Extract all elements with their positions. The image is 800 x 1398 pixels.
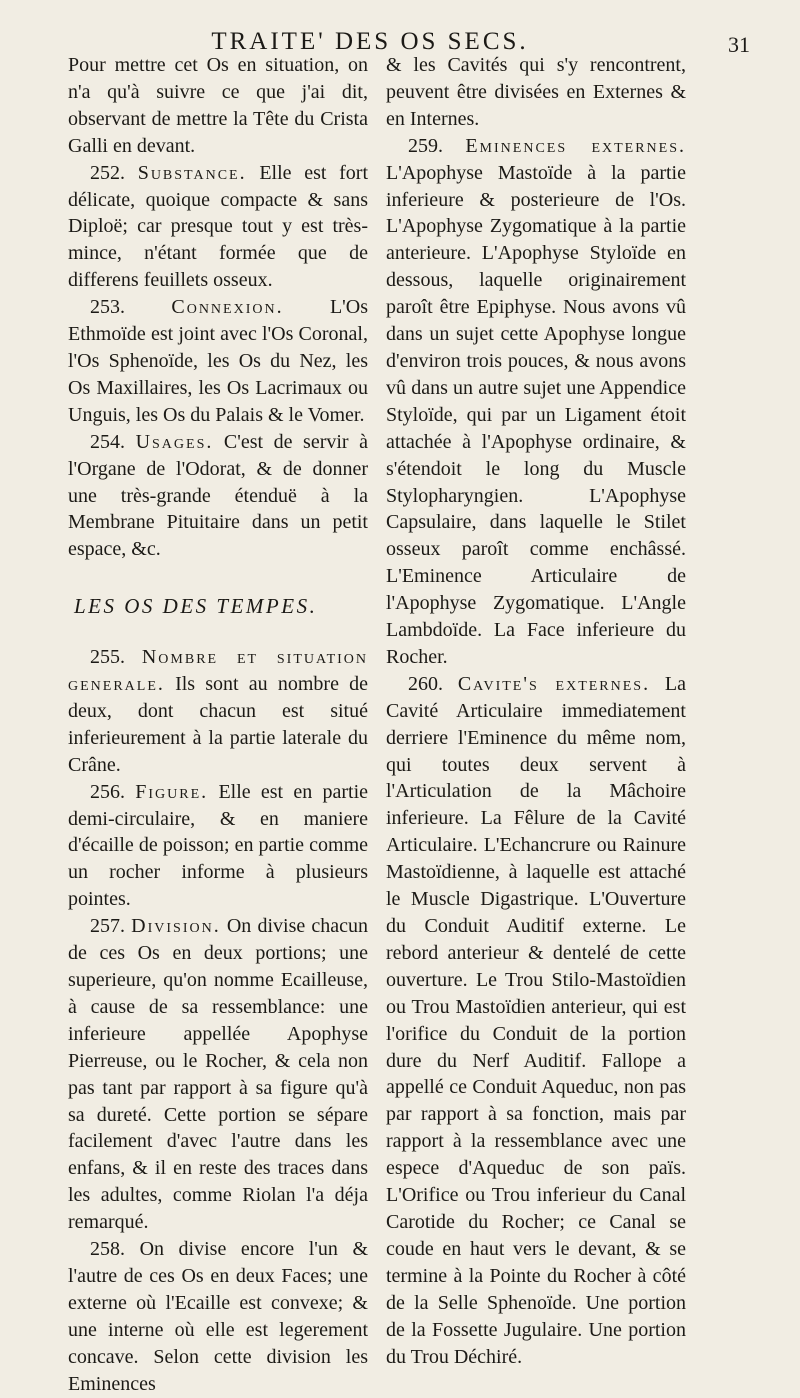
para-text: Ils sont au nombre de deux, dont chacun est situé inferieurement à la partie laterale du Crâne.: [68, 673, 369, 776]
paragraph-259: [386, 133, 686, 671]
paragraph-258: [68, 1236, 368, 1397]
paragraph-260: [386, 671, 686, 1371]
para-number: 254.: [90, 430, 125, 453]
para-text: Elle est en partie demi-circulaire, & en maniere d'écaille de poisson; en partie comme un rocher informe à plusieurs pointes.: [68, 780, 369, 911]
para-heading: Eminences externes.: [465, 134, 687, 157]
left-column: [68, 52, 368, 1398]
para-number: 257.: [90, 915, 125, 938]
paragraph-255: [68, 644, 368, 779]
paragraph-254: [68, 429, 368, 564]
para-heading: Division.: [131, 915, 221, 938]
section-title: LES OS DES TEMPES.: [74, 594, 318, 619]
right-column: [386, 52, 686, 1370]
para-heading: Substance.: [137, 161, 247, 184]
page-number: 31: [728, 32, 750, 57]
para-text: On divise encore l'un & l'autre de ces Os en deux Faces; une externe où l'Ecaille est convexe; & une interne où elle est legerement concave. Selon cette division les Eminences: [68, 1238, 368, 1395]
para-heading: Figure.: [135, 780, 209, 803]
para-number: 258.: [90, 1238, 125, 1261]
para-number: 252.: [90, 161, 125, 184]
para-number: 260.: [408, 672, 443, 695]
paragraph-252: [68, 160, 368, 295]
para-number: 256.: [90, 780, 125, 803]
para-text: L'Os Ethmoïde est joint avec l'Os Coronal, l'Os Sphenoïde, les Os du Nez, les Os Maxillaires, les Os Lacrimaux ou Unguis, les Os du Palais & le Vomer.: [68, 296, 369, 426]
para-number: 255.: [90, 646, 125, 669]
para-heading: Usages.: [135, 430, 214, 453]
paragraph-continued: & les Cavités qui s'y rencontrent, peuvent être divisées en Externes & en Internes.: [386, 54, 686, 130]
para-text: On divise chacun de ces Os en deux portions; une superieure, qu'on nomme Ecailleuse, à cause de sa ressemblance: une inferieure appellée Apophyse Pierreuse, ou le Rocher, & cela non pas tant par rapport à sa figure qu'à sa dureté. Cette portion se sépare facilement d'avec l'autre dans les enfans, & il en reste des traces dans les adultes, comme Riolan l'a déja remarqué.: [68, 915, 369, 1234]
paragraph-continued: Pour mettre cet Os en situation, on n'a qu'à suivre ce que j'ai dit, observant de mettre la Tête du Crista Galli en devant.: [68, 54, 368, 157]
para-text: C'est de servir à l'Organe de l'Odorat, & de donner une très-grande étenduë à la Membrane Pituitaire dans un petit espace, &c.: [68, 430, 369, 561]
para-text: Elle est fort délicate, quoique compacte & sans Diploë; car presque tout y est très-mince, n'étant formée que de differens feuillets osseux.: [68, 161, 369, 292]
para-number: 253.: [90, 296, 125, 319]
paragraph-257: [68, 913, 368, 1236]
para-number: 259.: [408, 134, 443, 157]
para-text: L'Apophyse Mastoïde à la partie inferieure & posterieure de l'Os. L'Apophyse Zygomatique à la partie anterieure. L'Apophyse Styloïde en dessous, laquelle originairement paroît être Epiphyse. Nous avons vû dans un sujet cette Apophyse longue d'environ trois pouces, & nous avons vû dans un autre sujet une Appendice Styloïde, qui par un Ligament étoit attachée à l'Apophyse ordinaire, & s'étendoit le long du Muscle Stylopharyngien. L'Apophyse Capsulaire, dans laquelle le Stilet osseux paroît comme enchâssé. L'Eminence Articulaire de l'Apophyse Zygomatique. L'Angle Lambdoïde. La Face inferieure du Rocher.: [386, 161, 686, 668]
paragraph-256: [68, 779, 368, 914]
para-heading: Connexion.: [171, 296, 284, 319]
paragraph-253: [68, 294, 368, 429]
para-text: La Cavité Articulaire immediatement derriere l'Eminence du même nom, qui toutes deux servent à l'Articulation de la Mâchoire inferieure. La Fêlure de la Cavité Articulaire. L'Echancrure ou Rainure Mastoïdienne, à laquelle est attaché le Muscle Digastrique. L'Ouverture du Conduit Auditif externe. Le rebord anterieur & dentelé de cette ouverture. Le Trou Stilo-Mastoïdien ou Trou Mastoïdien anterieur, qui est l'orifice du Conduit de la portion dure du Nerf Auditif. Fallope a appellé ce Conduit Aqueduc, non pas par rapport à sa fonction, mais par rapport à la ressemblance avec une espece d'Aqueduc de son païs. L'Orifice ou Trou inferieur du Canal Carotide du Rocher; ce Canal se coude en haut vers le devant, & se termine à la Pointe du Rocher à côté de la Selle Sphenoïde. Une portion de la Fossette Jugulaire. Une portion du Trou Déchiré.: [386, 672, 686, 1368]
running-title: TRAITE' DES OS SECS.: [211, 28, 529, 55]
para-heading: Cavite's externes.: [457, 672, 651, 695]
para-heading: Nombre et situation generale.: [68, 646, 369, 696]
